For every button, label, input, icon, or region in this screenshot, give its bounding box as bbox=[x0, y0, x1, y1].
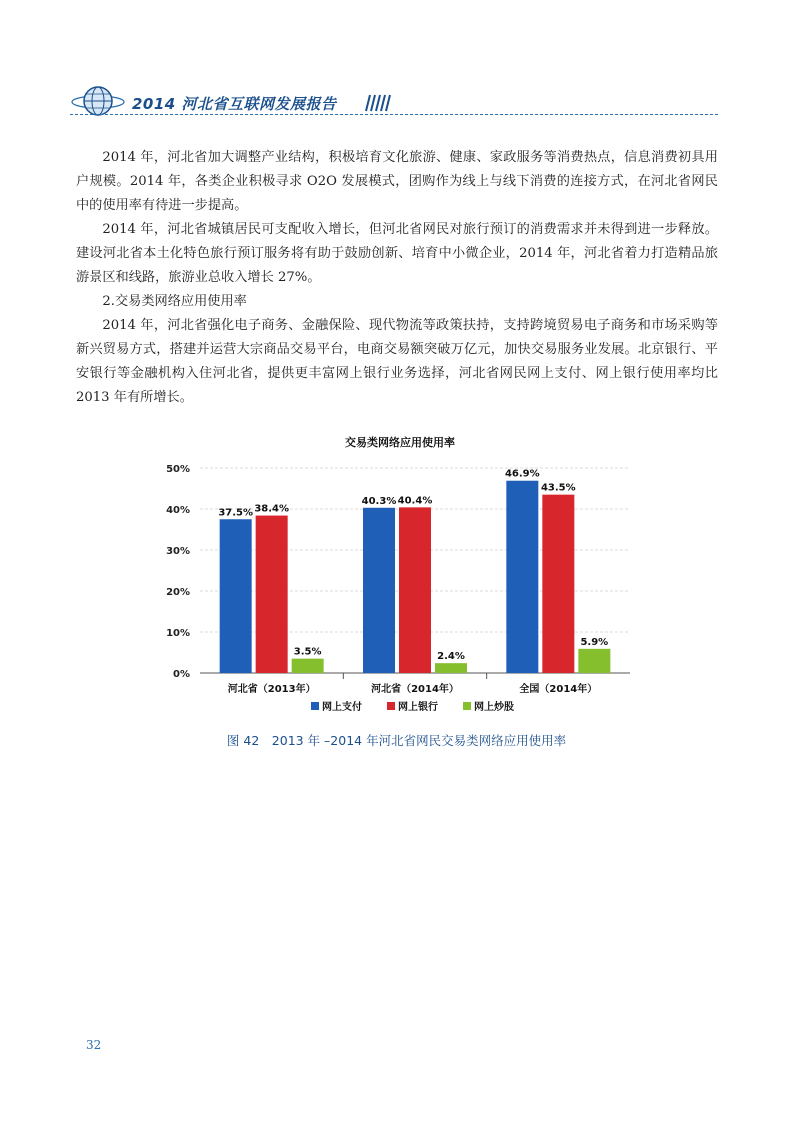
y-tick-label: 50% bbox=[166, 464, 190, 475]
y-tick-label: 40% bbox=[166, 505, 190, 516]
bar bbox=[542, 495, 574, 673]
bar bbox=[578, 649, 610, 673]
chart-title: 交易类网络应用使用率 bbox=[345, 436, 455, 449]
y-tick-label: 30% bbox=[166, 546, 190, 557]
y-tick-label: 0% bbox=[173, 669, 190, 680]
x-category-label: 全国（2014年） bbox=[519, 684, 598, 695]
paragraph: 2014 年，河北省强化电子商务、金融保险、现代物流等政策扶持，支持跨境贸易电子商务和市场采购等新兴贸易方式，搭建并运营大宗商品交易平台，电商交易额突破万亿元，加快交易服务业发展。北京银行、平安银行等金融机构入住河北省，提供更丰富网上银行业务选择，河北省网民网上支付、网上银行使用率均比 2013 年有所增长。 bbox=[76, 318, 718, 405]
bar bbox=[256, 516, 288, 673]
header-title: 2014 河北省互联网发展报告 bbox=[132, 95, 337, 113]
legend-swatch bbox=[311, 702, 319, 710]
data-label: 5.9% bbox=[580, 636, 609, 648]
data-label: 46.9% bbox=[504, 468, 540, 480]
bar bbox=[435, 663, 467, 673]
page-header bbox=[70, 84, 720, 122]
data-label: 2.4% bbox=[437, 651, 465, 663]
data-label: 43.5% bbox=[540, 482, 576, 494]
legend-swatch bbox=[387, 702, 395, 710]
bar bbox=[363, 508, 395, 673]
body-text bbox=[76, 146, 718, 410]
bar bbox=[506, 481, 538, 673]
section-heading: 2.交易类网络应用使用率 bbox=[102, 294, 247, 309]
x-category-label: 河北省（2014年） bbox=[371, 684, 459, 695]
bar bbox=[292, 659, 324, 673]
bar bbox=[220, 519, 252, 673]
legend-label: 网上炒股 bbox=[474, 702, 514, 713]
data-label: 40.4% bbox=[397, 495, 433, 507]
header-divider bbox=[70, 114, 718, 115]
paragraph: 2014 年，河北省加大调整产业结构，积极培育文化旅游、健康、家政服务等消费热点，信息消费初具用户规模。2014 年，各类企业积极寻求 O2O 发展模式，团购作为线上与线下消费的连接方式，在河北省网民中的使用率有待进一步提高。 bbox=[76, 150, 718, 213]
y-tick-label: 10% bbox=[166, 628, 190, 639]
data-label: 38.4% bbox=[254, 503, 290, 515]
page-number: 32 bbox=[86, 1038, 102, 1052]
y-tick-label: 20% bbox=[166, 587, 190, 598]
bar-chart bbox=[160, 430, 640, 720]
figure-caption: 图 42 2013 年 –2014 年河北省网民交易类网络应用使用率 bbox=[226, 733, 567, 748]
bar bbox=[399, 507, 431, 673]
data-label: 40.3% bbox=[361, 495, 397, 507]
legend-swatch bbox=[463, 702, 471, 710]
x-category-label: 河北省（2013年） bbox=[227, 684, 316, 695]
legend-label: 网上银行 bbox=[398, 702, 438, 713]
data-label: 37.5% bbox=[218, 507, 254, 519]
legend-label: 网上支付 bbox=[322, 702, 362, 713]
data-label: 3.5% bbox=[293, 646, 322, 658]
paragraph: 2014 年，河北省城镇居民可支配收入增长，但河北省网民对旅行预订的消费需求并未得到进一步释放。建设河北省本土化特色旅行预订服务将有助于鼓励创新、培育中小微企业，2014 年，河北省着力打造精品旅游景区和线路，旅游业总收入增长 27%。 bbox=[76, 222, 718, 285]
header-stripes bbox=[362, 94, 392, 112]
